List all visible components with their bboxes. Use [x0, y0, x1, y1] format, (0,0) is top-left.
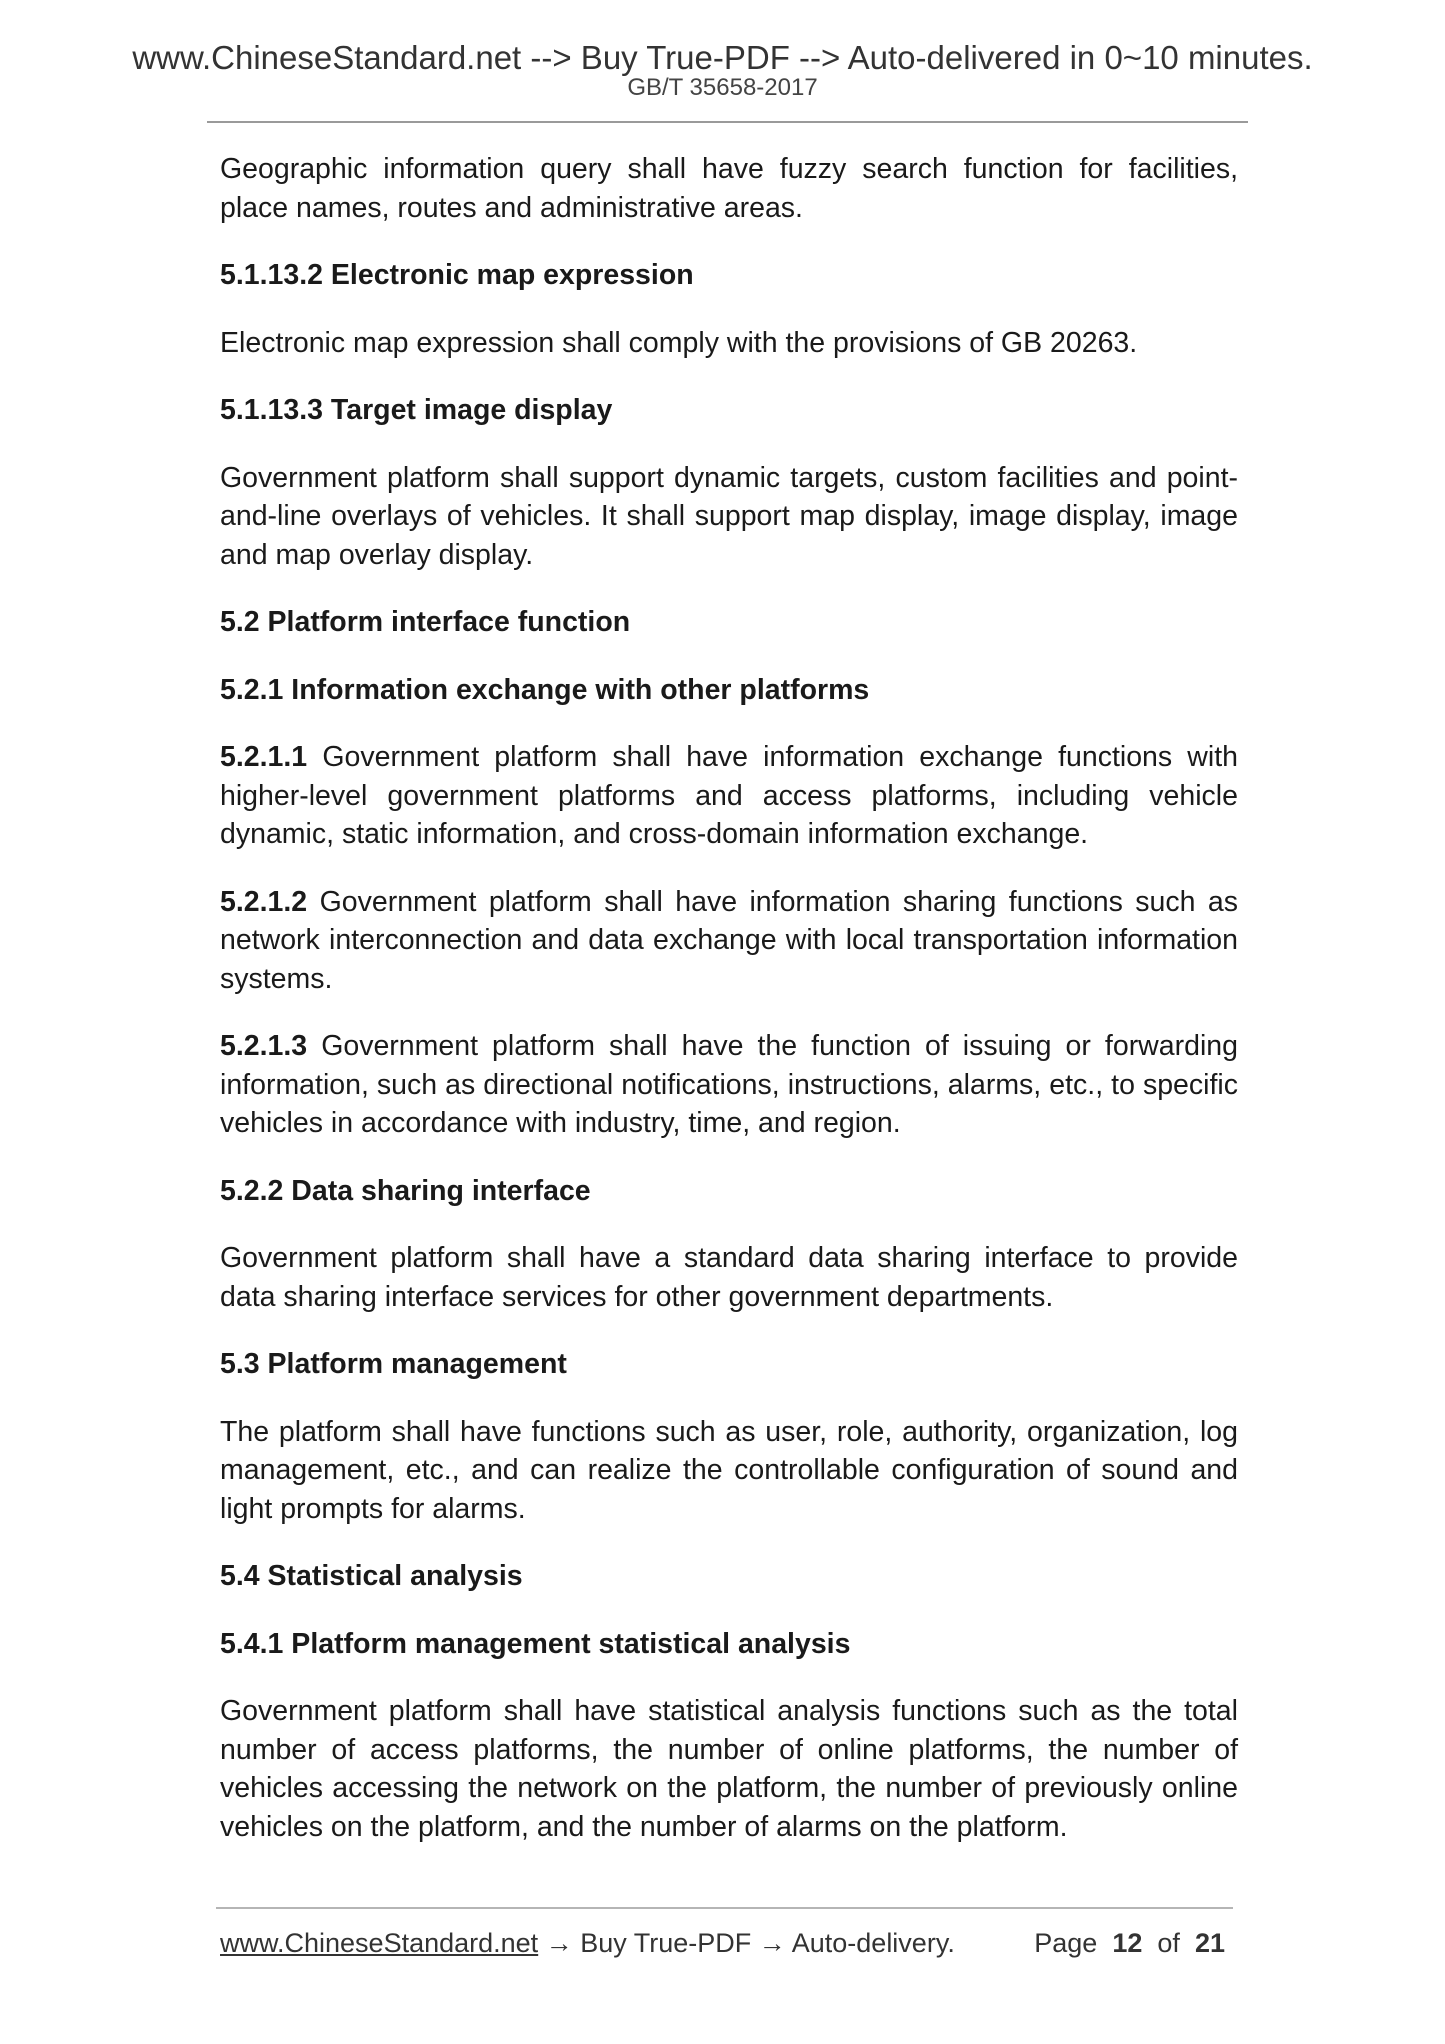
clause-text: Government platform shall have information exchange functions with higher-level government platforms and access platforms, including vehicle dynamic, static information, and cross-domain information exchange. [220, 741, 1238, 850]
paragraph-5-2-1-1 [220, 738, 1238, 854]
footer-divider [216, 1907, 1233, 1909]
page-indicator [1034, 1926, 1225, 1960]
heading-5-4: 5.4 Statistical analysis [220, 1560, 523, 1592]
heading-5-1-13-3: 5.1.13.3 Target image display [220, 394, 613, 426]
paragraph-5-2-1-2 [220, 883, 1238, 999]
total-page-number: 21 [1194, 1928, 1225, 1958]
header-divider [207, 121, 1248, 123]
clause-number: 5.2.1.3 [220, 1030, 308, 1062]
intro-paragraph: Geographic information query shall have fuzzy search function for facilities, place names, routes and administrative areas. [220, 153, 1238, 224]
of-label: of [1157, 1928, 1180, 1958]
heading-5-3: 5.3 Platform management [220, 1348, 567, 1380]
paragraph-5-2-2: Government platform shall have a standard data sharing interface to provide data sharing interface services for other government departments. [220, 1242, 1238, 1313]
clause-number: 5.2.1.1 [220, 741, 308, 773]
heading-5-1-13-2: 5.1.13.2 Electronic map expression [220, 259, 694, 291]
paragraph-5-4-1: Government platform shall have statistical analysis functions such as the total number of access platforms, the number of online platforms, the number of vehicles accessing the network on the platform, the number of previously online vehicles on the platform, and the number of alarms on the platform. [220, 1695, 1238, 1843]
paragraph-5-2-1-3 [220, 1027, 1238, 1143]
heading-5-4-1: 5.4.1 Platform management statistical analysis [220, 1627, 851, 1660]
page-label: Page [1034, 1928, 1098, 1958]
clause-text: Government platform shall have the function of issuing or forwarding information, such as directional notifications, instructions, alarms, etc., to specific vehicles in accordance with industry, time, and region. [220, 1030, 1238, 1139]
standard-code: GB/T 35658-2017 [627, 74, 818, 101]
heading-5-2: 5.2 Platform interface function [220, 606, 631, 638]
clause-number: 5.2.1.2 [220, 885, 308, 918]
site-link[interactable]: www.ChineseStandard.net [220, 1928, 539, 1958]
delivery-text: → Buy True-PDF → Auto-delivery. [538, 1928, 955, 1958]
footer-delivery-note [220, 1926, 955, 1960]
site-banner: www.ChineseStandard.net --> Buy True-PDF --> Auto-delivered in 0~10 minutes. [132, 39, 1313, 76]
paragraph-5-1-13-3: Government platform shall support dynamic targets, custom facilities and point-and-line overlays of vehicles. It shall support map display, image display, image and map overlay display. [220, 461, 1238, 571]
paragraph-5-1-13-2: Electronic map expression shall comply with the provisions of GB 20263. [220, 326, 1138, 359]
paragraph-5-3: The platform shall have functions such as user, role, authority, organization, log management, etc., and can realize the controllable configuration of sound and light prompts for alarms. [220, 1415, 1238, 1525]
document-body [220, 150, 1238, 1875]
heading-5-2-2: 5.2.2 Data sharing interface [220, 1174, 591, 1207]
heading-5-2-1: 5.2.1 Information exchange with other platforms [220, 673, 870, 706]
current-page-number: 12 [1112, 1928, 1143, 1958]
clause-text: Government platform shall have information sharing functions such as network interconnection and data exchange with local transportation information systems. [220, 885, 1238, 995]
